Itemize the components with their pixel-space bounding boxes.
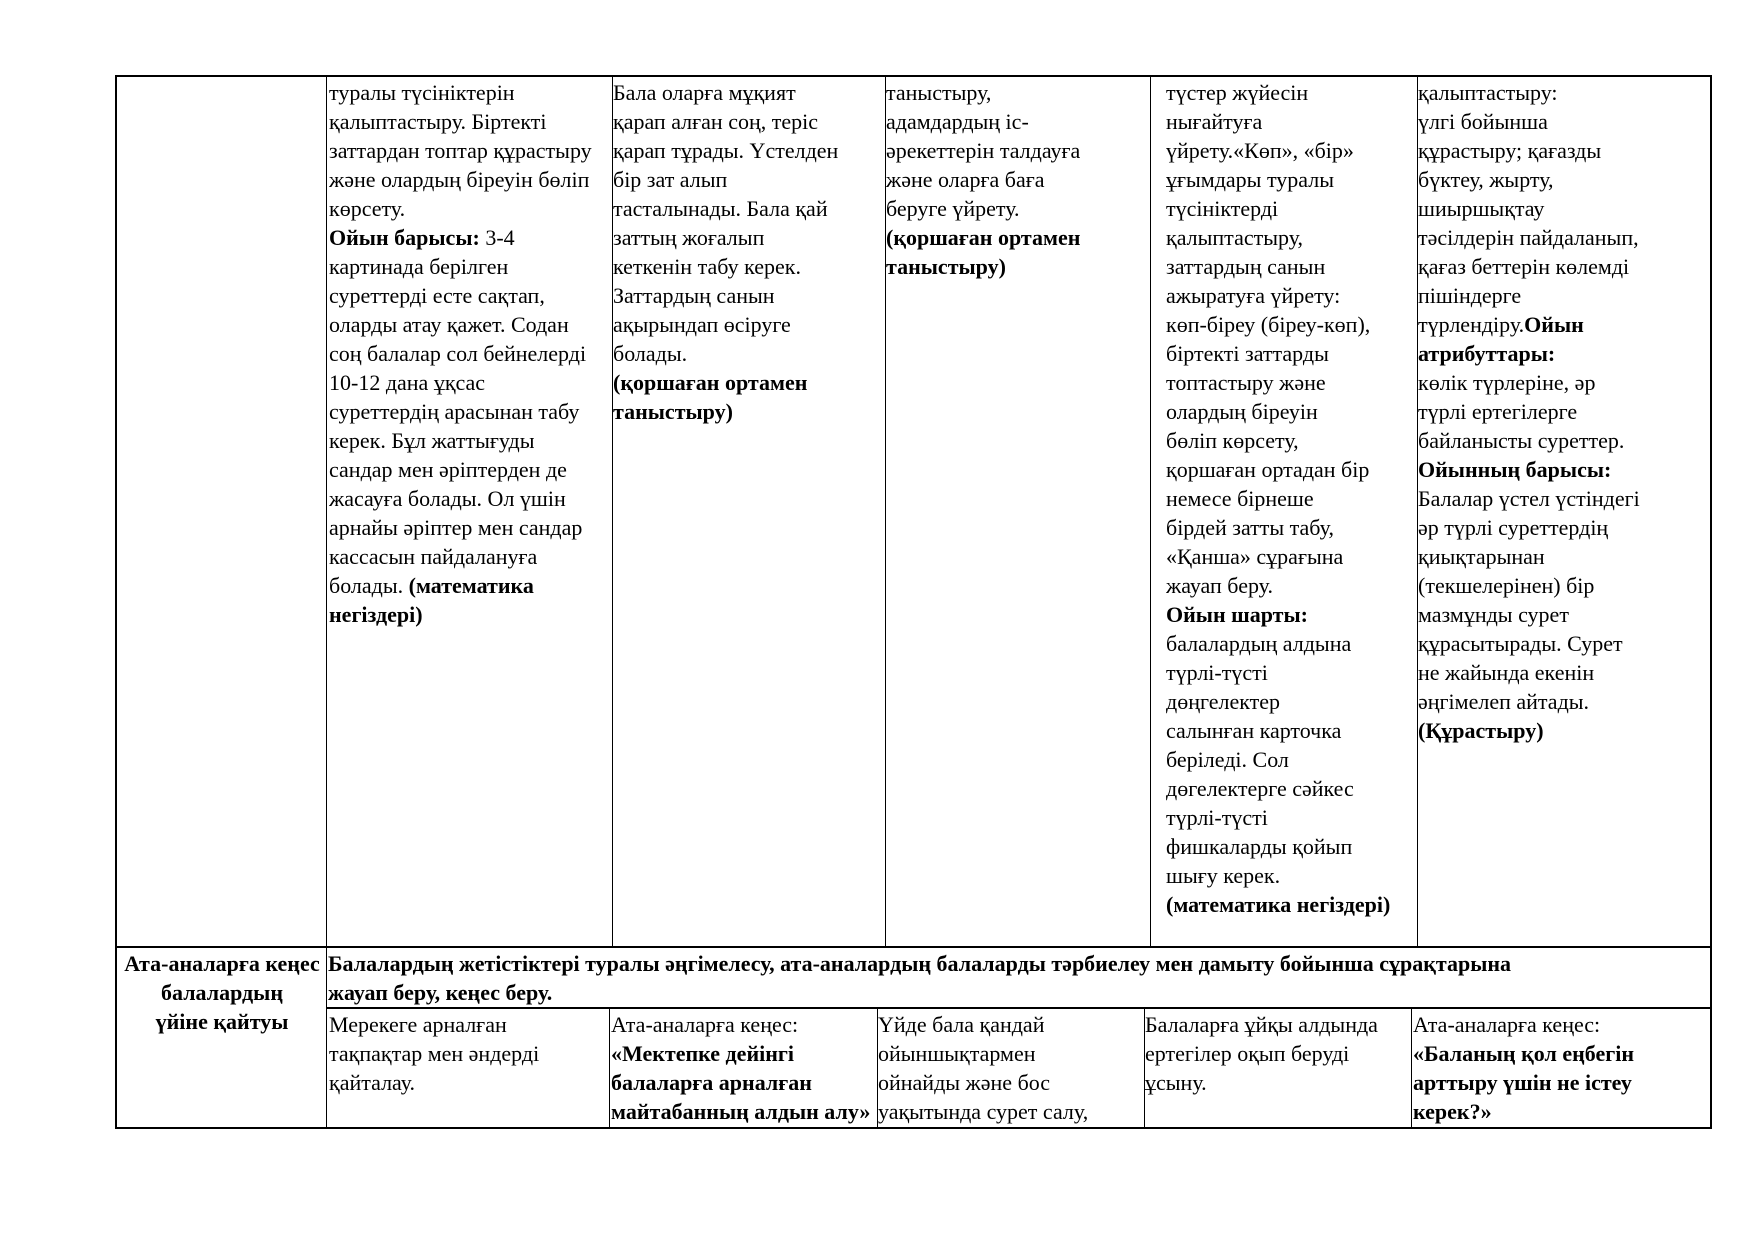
plain-text: заттардан топтар құрастыру [329,138,592,163]
text-line [1418,600,1710,629]
bold-text: (математика негіздері) [1166,892,1391,917]
plain-text: 10-12 дана ұқсас [329,370,486,395]
text-line [1418,339,1710,368]
plain-text: түрлі ертегілерге [1418,399,1578,424]
plain-text: әңгімелеп айтады. [1418,689,1590,714]
plain-text: жасауға болады. Ол үшін [329,486,566,511]
text-line [329,310,612,339]
text-line [886,252,1150,281]
text-line [1166,165,1417,194]
text-line [1166,861,1417,890]
plain-text: арнайы әріптер мен сандар [329,515,583,540]
text-line [118,1007,326,1036]
plain-text: Мерекеге арналған [329,1012,507,1037]
plain-text: уақытында сурет салу, [878,1099,1089,1124]
text-line [1418,426,1710,455]
text-line [329,107,612,136]
text-line [613,165,885,194]
text-line [1418,687,1710,716]
col-divider-1 [326,75,327,1129]
text-line [1418,455,1710,484]
text-line [1418,658,1710,687]
text-line [1166,832,1417,861]
text-line [1145,1039,1411,1068]
plain-text: нығайтуға [1166,109,1263,134]
text-line [611,1097,877,1126]
text-line [329,455,612,484]
text-line [1166,716,1417,745]
bold-text: Балалардың жетістіктері туралы әңгімелесу, ата-аналардың балаларды тәрбиелеу мен дамыту бойынша сұрақтарына [328,951,1512,976]
plain-text: заттардың санын [1166,254,1326,279]
plain-text: картинада берілген [329,254,509,279]
plain-text: қарап тұрады. Үстелден [613,138,839,163]
text-line [1145,1010,1411,1039]
plain-text: бір зат алып [613,167,728,192]
text-line [1418,368,1710,397]
bold-text: Ата-аналарға кеңес [124,951,320,976]
text-line [1166,542,1417,571]
text-line [1418,252,1710,281]
plain-text: Ата-аналарға кеңес: [1413,1012,1601,1037]
bold-text: Ойын барысы: [329,225,480,250]
row1-col6-cell [1418,78,1710,946]
text-line [1166,252,1417,281]
plain-text: фишкаларды қойып [1166,834,1353,859]
text-line [611,1010,877,1039]
plain-text: бірдей затты табу, [1166,515,1334,540]
plain-text: және оларға баға [886,167,1045,192]
bold-text: негіздері) [329,602,423,627]
row1-col-divider-4 [1150,75,1151,947]
text-line [1418,629,1710,658]
text-line [613,136,885,165]
plain-text: қоршаған ортадан бір [1166,457,1370,482]
text-line [1418,310,1710,339]
text-line [886,136,1150,165]
plain-text: тақпақтар мен әндерді [329,1041,540,1066]
plain-text: үйрету.«Көп», «бір» [1166,138,1354,163]
row2-col5-cell [1145,1010,1411,1127]
table-top-border [115,75,1712,77]
text-line [613,368,885,397]
text-line [611,1068,877,1097]
text-line [1418,136,1710,165]
plain-text: түрлі-түсті [1166,660,1268,685]
plain-text: сандар мен әріптерден де [329,457,567,482]
plain-text: не жайында екенін [1418,660,1595,685]
plain-text: байланысты суреттер. [1418,428,1625,453]
table-right-border [1710,75,1712,1129]
text-line [1166,774,1417,803]
row2-col-divider-5 [1411,1008,1412,1128]
text-line [118,978,326,1007]
text-line [1166,310,1417,339]
plain-text: көп-біреу (біреу-көп), [1166,312,1371,337]
text-line [1418,165,1710,194]
plain-text: салынған карточка [1166,718,1342,743]
plain-text: балалардың алдына [1166,631,1352,656]
row1-col2-cell [329,78,612,946]
text-line [329,484,612,513]
text-line [1166,745,1417,774]
bold-text: «Мектепке дейінгі [611,1041,795,1066]
plain-text: әр түрлі суреттердің [1418,515,1609,540]
plain-text: тәсілдерін пайдаланып, [1418,225,1639,250]
text-line [329,281,612,310]
text-line [329,368,612,397]
text-line [1166,281,1417,310]
plain-text: көрсету. [329,196,406,221]
text-line [613,281,885,310]
text-line [886,107,1150,136]
text-line [1166,571,1417,600]
plain-text: Заттардың санын [613,283,775,308]
bold-text: (Құрастыру) [1418,718,1544,743]
text-line [1166,107,1417,136]
plain-text: қағаз беттерін көлемді [1418,254,1630,279]
text-line [329,426,612,455]
text-line [613,107,885,136]
plain-text: суреттерді есте сақтап, [329,283,545,308]
plain-text: таныстыру, [886,80,992,105]
text-line [1166,484,1417,513]
text-line [329,397,612,426]
text-line [1166,368,1417,397]
text-line [329,1068,609,1097]
plain-text: Ата-аналарға кеңес: [611,1012,799,1037]
text-line [1166,397,1417,426]
bold-text: жауап беру, кеңес беру. [328,980,553,1005]
text-line [329,600,612,629]
text-line [613,194,885,223]
text-line [611,1039,877,1068]
text-line [1418,571,1710,600]
text-line [613,397,885,426]
text-line [1166,194,1417,223]
text-line [1145,1068,1411,1097]
plain-text: (текшелерінен) бір [1418,573,1595,598]
bold-text: майтабанның алдын алу» [611,1099,871,1124]
plain-text: 3-4 [479,225,515,250]
bold-text: Ойын шарты: [1166,602,1308,627]
plain-text: ертегілер оқып беруді [1145,1041,1350,1066]
row2-col-divider-2 [609,1008,610,1128]
plain-text: заттың жоғалып [613,225,765,250]
text-line [1418,484,1710,513]
plain-text: қиықтарынан [1418,544,1545,569]
plain-text: шиыршықтау [1418,196,1545,221]
plain-text: кеткенін табу керек. [613,254,801,279]
plain-text: мазмұнды сурет [1418,602,1569,627]
text-line [329,165,612,194]
bold-text: «Баланың қол еңбегін [1413,1041,1635,1066]
text-line [329,571,612,600]
row2-col4-cell [878,1010,1144,1127]
text-line [328,978,1710,1007]
text-line [1166,223,1417,252]
plain-text: болады. [613,341,688,366]
text-line [329,513,612,542]
plain-text: қалыптастыру: [1418,80,1558,105]
plain-text: түрлі-түсті [1166,805,1268,830]
plain-text: көлік түрлеріне, әр [1418,370,1596,395]
plain-text: суреттердің арасынан табу [329,399,580,424]
plain-text: бөліп көрсету, [1166,428,1299,453]
bold-text: (қоршаған ортамен [613,370,808,395]
text-line [1418,194,1710,223]
plain-text: «Қанша» сұрағына [1166,544,1344,569]
text-line [1166,890,1417,919]
plain-text: немесе бірнеше [1166,486,1314,511]
text-line [1418,281,1710,310]
text-line [613,310,885,339]
bold-text: Ойын [1524,312,1584,337]
text-line [613,78,885,107]
plain-text: түрлендіру. [1418,312,1525,337]
plain-text: түстер жүйесін [1166,80,1309,105]
text-line [1166,629,1417,658]
text-line [878,1039,1144,1068]
row2-label-cell [118,949,326,1127]
plain-text: Балаларға ұйқы алдында [1145,1012,1378,1037]
plain-text: кассасын пайдалануға [329,544,538,569]
plain-text: дөңгелектер [1166,689,1280,714]
row-divider [115,946,1712,948]
text-line [1166,513,1417,542]
text-line [886,165,1150,194]
text-line [1418,542,1710,571]
plain-text: түсініктерді [1166,196,1279,221]
plain-text: қайталау. [329,1070,415,1095]
text-line [329,223,612,252]
text-line [329,339,612,368]
text-line [878,1068,1144,1097]
text-line [613,252,885,281]
text-line [328,949,1710,978]
plain-text: ойнайды және бос [878,1070,1051,1095]
plain-text: құрастыру; қағазды [1418,138,1602,163]
text-line [329,1010,609,1039]
text-line [613,339,885,368]
plain-text: керек. Бұл жаттығуды [329,428,535,453]
plain-text: бүктеу, жырту, [1418,167,1554,192]
text-line [1418,716,1710,745]
plain-text: құрасытырады. Сурет [1418,631,1623,656]
plain-text: ұсыну. [1145,1070,1207,1095]
text-line [1418,78,1710,107]
text-line [1166,455,1417,484]
row2-summary-cell [328,949,1710,1007]
plain-text: ақырындап өсіруге [613,312,791,337]
text-line [1166,78,1417,107]
plain-text: топтастыру және [1166,370,1326,395]
plain-text: оларды атау қажет. Содан [329,312,569,337]
plain-text: Үйде бала қандай [878,1012,1045,1037]
bold-text: таныстыру) [613,399,733,424]
text-line [1166,339,1417,368]
text-line [1418,513,1710,542]
plain-text: шығу керек. [1166,863,1281,888]
text-line [1413,1068,1710,1097]
text-line [118,949,326,978]
bold-text: атрибуттары: [1418,341,1556,366]
table-left-border [115,75,117,1129]
text-line [1166,600,1417,629]
plain-text: үлгі бойынша [1418,109,1548,134]
text-line [1413,1097,1710,1126]
text-line [329,542,612,571]
text-line [329,1039,609,1068]
bold-text: (қоршаған ортамен [886,225,1081,250]
plain-text: беруге үйрету. [886,196,1020,221]
text-line [886,194,1150,223]
plain-text: Бала оларға мұқият [613,80,796,105]
text-line [613,223,885,252]
text-line [1166,136,1417,165]
text-line [878,1010,1144,1039]
text-line [1418,107,1710,136]
text-line [329,194,612,223]
plain-text: беріледі. Сол [1166,747,1289,772]
text-line [886,223,1150,252]
plain-text: туралы түсініктерін [329,80,515,105]
row1-col5-cell [1166,78,1417,946]
row2-col2-cell [329,1010,609,1127]
plain-text: пішіндерге [1418,283,1522,308]
row2-col3-cell [611,1010,877,1127]
plain-text: қалыптастыру. Біртекті [329,109,547,134]
row2-col6-cell [1413,1010,1710,1127]
plain-text: адамдардың іс- [886,109,1029,134]
text-line [1418,223,1710,252]
plain-text: және олардың біреуін бөліп [329,167,590,192]
row1-col3-cell [613,78,885,946]
summary-divider [326,1007,1712,1009]
text-line [1166,658,1417,687]
text-line [1166,426,1417,455]
text-line [1413,1010,1710,1039]
bold-text: керек?» [1413,1099,1492,1124]
text-line [878,1097,1144,1126]
plain-text: ұғымдары туралы [1166,167,1335,192]
plain-text: біртекті заттарды [1166,341,1329,366]
table-bottom-border [115,1127,1712,1129]
plain-text: тасталынады. Бала қай [613,196,828,221]
plain-text: Балалар үстел үстіндегі [1418,486,1640,511]
plain-text: ойыншықтармен [878,1041,1036,1066]
text-line [886,78,1150,107]
plain-text: олардың біреуін [1166,399,1318,424]
text-line [329,136,612,165]
plain-text: жауап беру. [1166,573,1273,598]
bold-text: Ойынның барысы: [1418,457,1612,482]
plain-text: дөгелектерге сәйкес [1166,776,1354,801]
plain-text: ажыратуға үйрету: [1166,283,1341,308]
text-line [1166,803,1417,832]
bold-text: арттыру үшін не істеу [1413,1070,1632,1095]
bold-text: таныстыру) [886,254,1006,279]
text-line [1413,1039,1710,1068]
bold-text: балалардың [161,980,283,1005]
text-line [329,78,612,107]
text-line [1166,687,1417,716]
bold-text: (математика [408,573,534,598]
text-line [1418,397,1710,426]
bold-text: үйіне қайтуы [155,1009,289,1034]
plain-text: қарап алған соң, теріс [613,109,818,134]
row1-col4-cell [886,78,1150,946]
plain-text: болады. [329,573,409,598]
bold-text: балаларға арналған [611,1070,812,1095]
text-line [329,252,612,281]
plain-text: соң балалар сол бейнелерді [329,341,587,366]
plain-text: әрекеттерін талдауға [886,138,1081,163]
plain-text: қалыптастыру, [1166,225,1303,250]
